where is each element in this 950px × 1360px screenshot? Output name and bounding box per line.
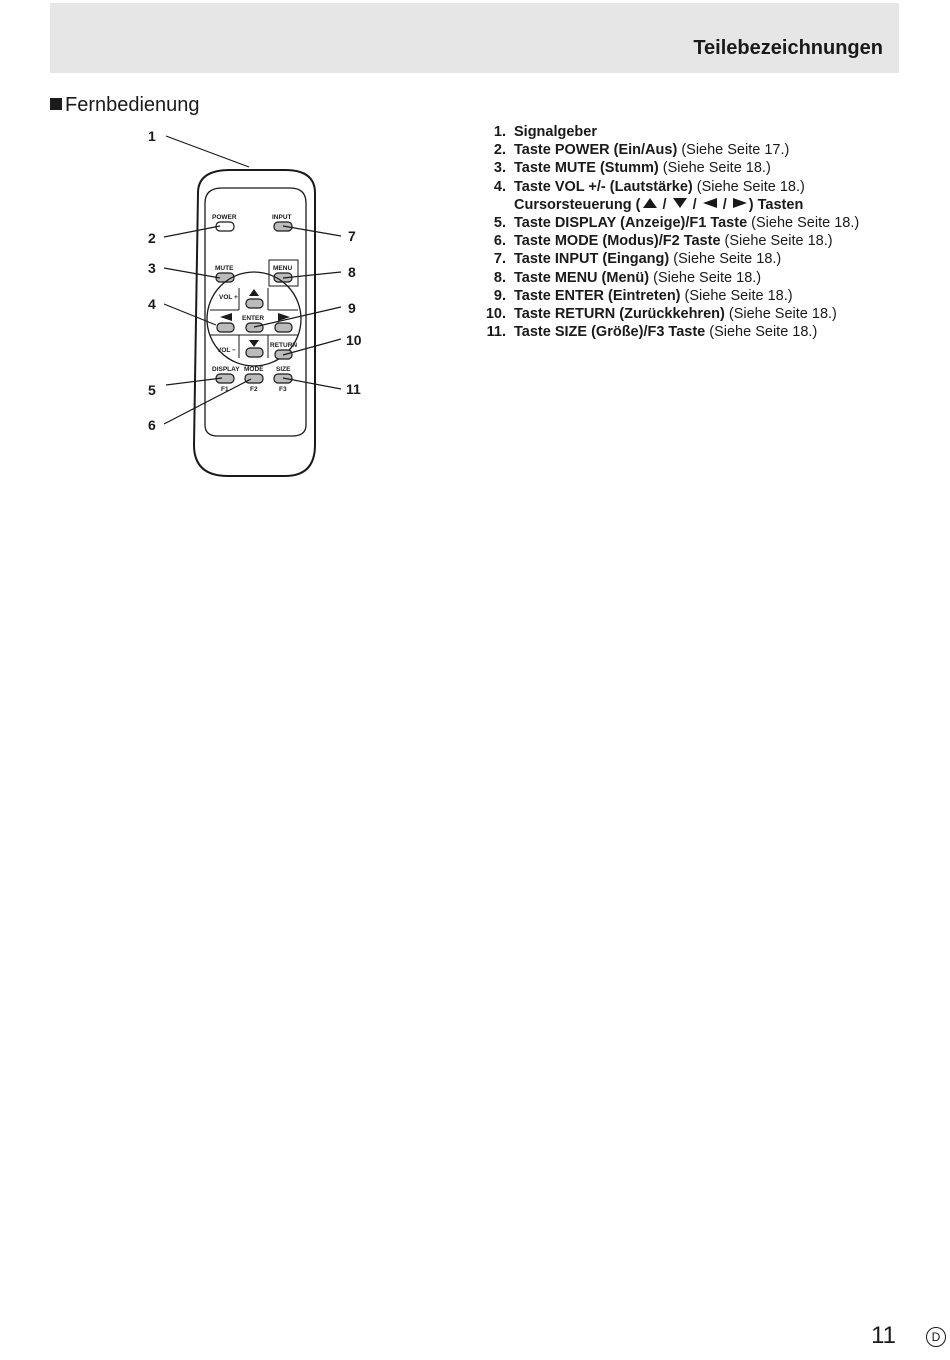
callout-7: 7	[348, 228, 356, 244]
display-label: DISPLAY	[212, 366, 240, 373]
list-item: 2. Taste POWER (Ein/Aus) (Siehe Seite 17.)	[493, 142, 790, 159]
callout-3: 3	[148, 260, 156, 276]
power-label: POWER	[212, 214, 237, 221]
list-item: 9. Taste ENTER (Eintreten) (Siehe Seite 18.)	[493, 287, 793, 304]
menu-label: MENU	[273, 265, 293, 272]
callout-1: 1	[148, 128, 156, 144]
up-triangle-icon	[643, 198, 657, 208]
enter-label: ENTER	[242, 315, 265, 322]
list-item: 6. Taste MODE (Modus)/F2 Taste (Siehe Seite 18.)	[493, 233, 833, 250]
list-item: 10. Taste RETURN (Zurückkehren) (Siehe Seite 18.)	[485, 306, 837, 323]
callout-2: 2	[148, 230, 156, 246]
mute-label: MUTE	[215, 265, 234, 272]
list-item: 7. Taste INPUT (Eingang) (Siehe Seite 18.)	[493, 251, 782, 268]
list-item: 1. Signalgeber	[493, 124, 597, 140]
vol-minus-label: VOL −	[217, 347, 236, 354]
section-title-text: Fernbedienung	[65, 94, 200, 116]
left-triangle-icon	[703, 198, 717, 208]
page-header-title: Teilebezeichnungen	[693, 37, 883, 59]
mode-f2-button	[245, 374, 263, 383]
list-item: 3. Taste MUTE (Stumm) (Siehe Seite 18.)	[493, 160, 771, 177]
up-button	[246, 299, 263, 308]
callout-6: 6	[148, 417, 156, 433]
language-badge: D	[926, 1327, 946, 1347]
list-item: 11. Taste SIZE (Größe)/F3 Taste (Siehe Seite 18.)	[486, 324, 818, 341]
callout-5: 5	[148, 382, 156, 398]
size-label: SIZE	[276, 366, 291, 373]
right-triangle-icon	[733, 198, 747, 208]
parts-list	[478, 123, 859, 341]
callout-9: 9	[348, 300, 356, 316]
callout-4: 4	[148, 296, 156, 312]
vol-plus-label: VOL +	[219, 294, 238, 301]
f3-label: F3	[279, 386, 287, 393]
mode-label: MODE	[244, 366, 264, 373]
down-triangle-icon	[673, 198, 687, 208]
f2-label: F2	[250, 386, 258, 393]
left-button	[217, 323, 234, 332]
page-number: 11	[871, 1322, 896, 1349]
list-item: 4. Taste VOL +/- (Lautstärke) (Siehe Seite 18.)	[493, 178, 805, 195]
callout-10: 10	[346, 332, 362, 348]
right-button	[275, 323, 292, 332]
f1-label: F1	[221, 386, 229, 393]
input-label: INPUT	[272, 214, 292, 221]
list-item: 5. Taste DISPLAY (Anzeige)/F1 Taste (Siehe Seite 18.)	[493, 215, 860, 232]
down-button	[246, 348, 263, 357]
list-item: 8. Taste MENU (Menü) (Siehe Seite 18.)	[493, 269, 762, 286]
callout-11: 11	[346, 381, 361, 397]
return-label: RETURN	[270, 342, 298, 349]
callout-8: 8	[348, 264, 356, 280]
cursor-keys-line: Cursorsteuerung ( / / / ) Tasten	[514, 196, 804, 213]
